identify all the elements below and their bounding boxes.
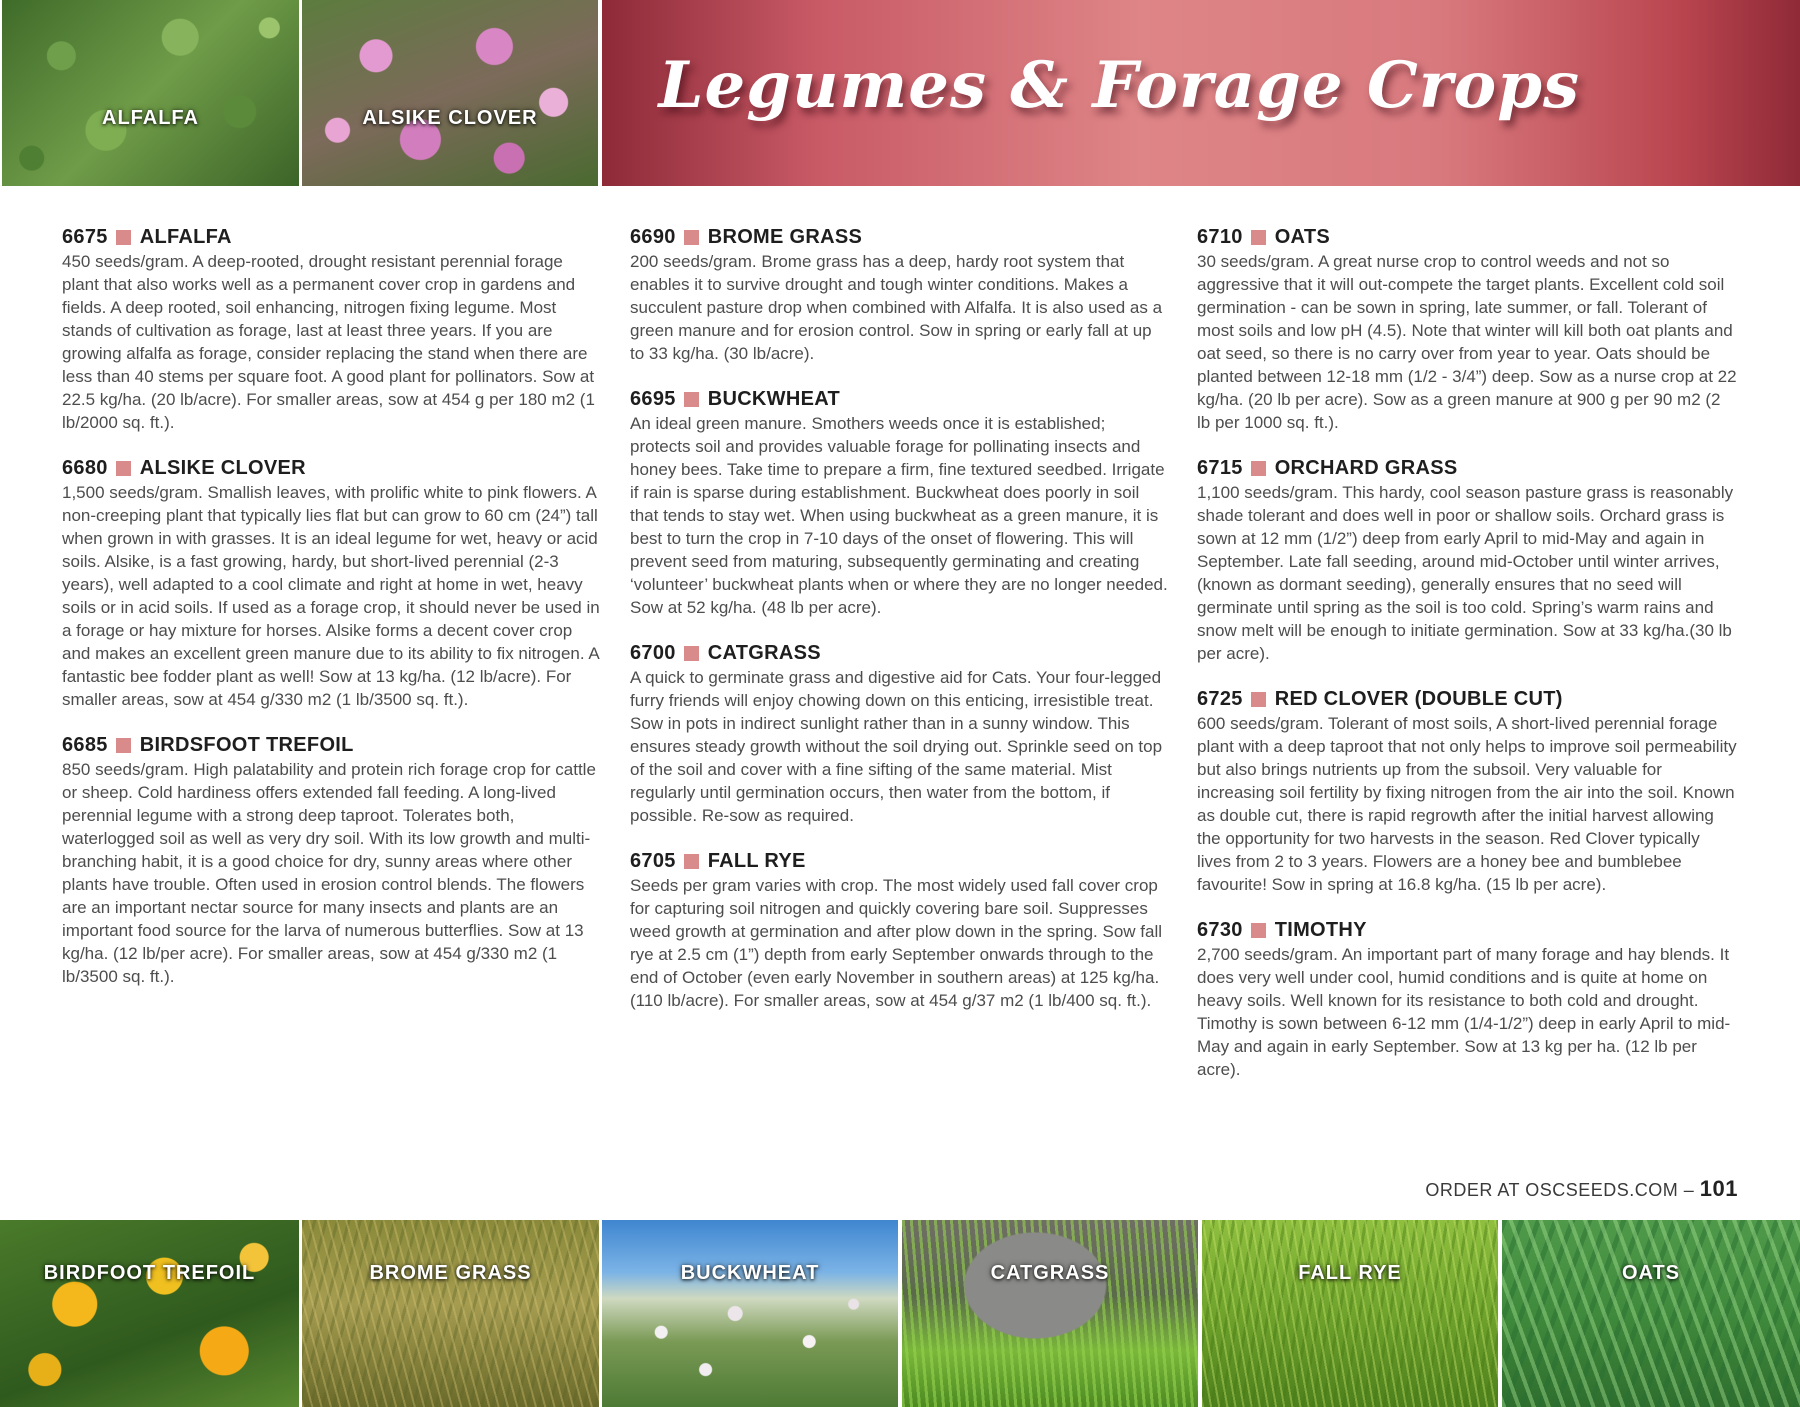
product-description: 600 seeds/gram. Tolerant of most soils, A short-lived perennial forage plant with a deep taproot that not only helps to improve soil permeability but also brings nutrients up from the subsoil. Very valuable for increasing soil fertility by fixing nitrogen from the air into the soil. Known as double cut, there is rapid regrowth after the initial harvest allowing the opportunity for two harvests in the season. Red Clover typically lives from 2 to 3 years. Flowers are a honey bee and bumblebee favourite! Sow in spring at 16.8 kg/ha. (15 lb per acre). bbox=[1197, 714, 1737, 894]
product-heading bbox=[630, 224, 1170, 250]
product-heading bbox=[62, 224, 602, 250]
product-heading bbox=[630, 386, 1170, 412]
order-footer bbox=[1425, 1176, 1738, 1202]
product-description: 30 seeds/gram. A great nurse crop to control weeds and not so aggressive that it will out-compete the target plants. Excellent cold soil germination - can be sown in spring, late summer, or fall. Tolerant of most soils and low pH (4.5). Note that winter will kill both oat plants and oat seed, so there is no carry over from year to year. Oats should be planted between 12-18 mm (1/2 - 3/4”) deep. Sow as a nurse crop at 22 kg/ha. (20 lb per acre). Sow as a green manure at 900 g per 90 m2 (2 lb per 1000 sq. ft.). bbox=[1197, 252, 1737, 432]
product-heading bbox=[1197, 917, 1737, 943]
alfalfa-photo bbox=[2, 0, 299, 186]
product-name: ALSIKE CLOVER bbox=[139, 457, 306, 479]
photo-caption: BIRDFOOT TREFOIL bbox=[43, 1262, 256, 1284]
product-name: OATS bbox=[1274, 226, 1330, 248]
photo-caption: BUCKWHEAT bbox=[680, 1262, 820, 1284]
product-entry-oats bbox=[1197, 224, 1737, 434]
product-name: ALFALFA bbox=[139, 226, 232, 248]
product-description: An ideal green manure. Smothers weeds once it is established; protects soil and provides valuable forage for pollinating insects and honey bees. Take time to prepare a firm, fine textured seedbed. Irrigate if rain is sparse during establishment. Buckwheat does poorly in soil that tends to stay wet. When using buckwheat as a green manure, it is best to turn the crop in 7-10 days of the onset of flowering. This will prevent seed from maturing, subsequently germinating and creating ‘volunteer’ buckwheat plants when or where they are no longer needed. Sow at 52 kg/ha. (48 lb per acre). bbox=[630, 414, 1168, 617]
column-3 bbox=[1197, 224, 1737, 1102]
product-code: 6700 bbox=[630, 642, 676, 664]
product-code: 6675 bbox=[62, 226, 108, 248]
product-description: Seeds per gram varies with crop. The most widely used fall cover crop for capturing soil nitrogen and quickly covering bare soil. Suppresses weed growth at germination and after plow down in the spring. Sow fall rye at 2.5 cm (1”) depth from early September onwards through to the end of October (even early November in southern areas) at 125 kg/ha. (110 lb/acre). For smaller areas, sow at 454 g/37 m2 (1 lb/400 sq. ft.). bbox=[630, 876, 1163, 1010]
bottom-band bbox=[0, 1220, 1800, 1407]
product-entry-fall-rye bbox=[630, 848, 1170, 1012]
product-code: 6695 bbox=[630, 388, 676, 410]
photo-caption: ALSIKE CLOVER bbox=[362, 106, 538, 129]
product-heading bbox=[62, 732, 602, 758]
product-entry-red-clover bbox=[1197, 686, 1737, 896]
photo-caption: CATGRASS bbox=[990, 1262, 1110, 1284]
alsike-clover-photo bbox=[302, 0, 598, 186]
square-bullet-icon bbox=[1251, 923, 1266, 938]
page-number: 101 bbox=[1699, 1176, 1738, 1201]
product-heading bbox=[1197, 224, 1737, 250]
product-code: 6685 bbox=[62, 734, 108, 756]
title-banner bbox=[602, 0, 1800, 186]
square-bullet-icon bbox=[116, 230, 131, 245]
product-heading bbox=[1197, 686, 1737, 712]
product-code: 6705 bbox=[630, 850, 676, 872]
fall-rye-photo bbox=[1202, 1220, 1498, 1407]
product-name: FALL RYE bbox=[707, 850, 806, 872]
product-entry-birdsfoot-trefoil bbox=[62, 732, 602, 988]
product-name: RED CLOVER (DOUBLE CUT) bbox=[1274, 688, 1563, 710]
product-name: ORCHARD GRASS bbox=[1274, 457, 1458, 479]
catgrass-photo bbox=[902, 1220, 1198, 1407]
product-description: A quick to germinate grass and digestive aid for Cats. Your four-legged furry friends will enjoy chowing down on this enticing, irresistible treat. Sow in pots in indirect sunlight rather than in a sunny window. This ensures steady growth without the soil drying out. Sprinkle seed on top of the soil and cover with a fine sifting of the same material. Mist regularly until germination occurs, then water from the bottom, if possible. Re-sow as required. bbox=[630, 668, 1163, 825]
product-description: 850 seeds/gram. High palatability and protein rich forage crop for cattle or sheep. Cold hardiness offers extended fall feeding. A long-lived perennial legume with a strong deep taproot. Tolerates both, waterlogged soil as well as very dry soil. With its low growth and multi-branching habit, it is a good choice for dry, sunny areas where other plants have trouble. Often used in erosion control blends. The flowers are an important nectar source for many insects and plants are an important food source for the larva of numerous butterflies. Sow at 13 kg/ha. (12 lb/per acre). For smaller areas, sow at 454 g/330 m2 (1 lb/3500 sq. ft.). bbox=[62, 760, 596, 986]
square-bullet-icon bbox=[684, 392, 699, 407]
product-description: 1,500 seeds/gram. Smallish leaves, with prolific white to pink flowers. A non-creeping plant that typically lies flat but can grow to 60 cm (24”) tall when grown in with grasses. It is an ideal legume for wet, heavy or acid soils. Alsike, is a fast growing, hardy, but short-lived perennial (2-3 years), well adapted to a cool climate and right at home in wet, heavy soils or in acid soils. If used as a forage crop, it should never be used in a forage or hay mixture for horses. Alsike forms a decent cover crop and makes an excellent green manure due to its ability to fix nitrogen. A fantastic bee fodder plant as well! Sow at 13 kg/ha. (12 lb/acre). For smaller areas, sow at 454 g/330 m2 (1 lb/3500 sq. ft.). bbox=[62, 483, 600, 709]
product-heading bbox=[1197, 455, 1737, 481]
product-code: 6715 bbox=[1197, 457, 1243, 479]
product-heading bbox=[630, 640, 1170, 666]
product-name: BROME GRASS bbox=[707, 226, 863, 248]
product-code: 6725 bbox=[1197, 688, 1243, 710]
column-1 bbox=[62, 224, 602, 1009]
product-name: BIRDSFOOT TREFOIL bbox=[139, 734, 354, 756]
photo-caption: ALFALFA bbox=[102, 106, 199, 129]
photo-caption: FALL RYE bbox=[1298, 1262, 1402, 1284]
square-bullet-icon bbox=[1251, 461, 1266, 476]
product-code: 6690 bbox=[630, 226, 676, 248]
photo-caption: BROME GRASS bbox=[369, 1262, 532, 1284]
product-description: 2,700 seeds/gram. An important part of many forage and hay blends. It does very well under cool, humid conditions and is quite at home on heavy soils. Well known for its resistance to both cold and drought. Timothy is sown between 6-12 mm (1/4-1/2”) deep in early April to mid-May and again in early September. Sow at 13 kg per ha. (12 lb per acre). bbox=[1197, 945, 1731, 1079]
square-bullet-icon bbox=[1251, 692, 1266, 707]
product-entry-brome-grass bbox=[630, 224, 1170, 365]
product-heading bbox=[62, 455, 602, 481]
product-entry-catgrass bbox=[630, 640, 1170, 827]
square-bullet-icon bbox=[1251, 230, 1266, 245]
square-bullet-icon bbox=[684, 646, 699, 661]
product-entry-alfalfa bbox=[62, 224, 602, 434]
product-description: 1,100 seeds/gram. This hardy, cool season pasture grass is reasonably shade tolerant and does well in poor or shallow soils. Orchard grass is sown at 12 mm (1/2”) deep from early April to mid-May and again in September. Late fall seeding, around mid-October until winter arrives, (known as dormant seeding), generally ensures that no seed will germinate until spring as the soil is too cold. Spring’s warm rains and snow melt will be enough to initiate germination. Sow at 33 kg/ha.(30 lb per acre). bbox=[1197, 483, 1734, 663]
product-entry-alsike-clover bbox=[62, 455, 602, 711]
square-bullet-icon bbox=[116, 461, 131, 476]
square-bullet-icon bbox=[684, 854, 699, 869]
square-bullet-icon bbox=[116, 738, 131, 753]
product-entry-buckwheat bbox=[630, 386, 1170, 619]
product-code: 6730 bbox=[1197, 919, 1243, 941]
product-code: 6710 bbox=[1197, 226, 1243, 248]
top-band bbox=[0, 0, 1800, 186]
product-entry-orchard-grass bbox=[1197, 455, 1737, 665]
order-text: ORDER AT OSCSEEDS.COM – bbox=[1425, 1180, 1695, 1200]
product-description: 200 seeds/gram. Brome grass has a deep, hardy root system that enables it to survive drought and tough winter conditions. Makes a succulent pasture drop when combined with Alfalfa. It is also used as a green manure and for erosion control. Sow in spring or early fall at up to 33 kg/ha. (30 lb/acre). bbox=[630, 252, 1163, 363]
product-code: 6680 bbox=[62, 457, 108, 479]
buckwheat-photo bbox=[602, 1220, 898, 1407]
product-name: BUCKWHEAT bbox=[707, 388, 841, 410]
product-description: 450 seeds/gram. A deep-rooted, drought resistant perennial forage plant that also works well as a permanent cover crop in gardens and fields. A deep rooted, soil enhancing, nitrogen fixing legume. Most stands of cultivation as forage, last at least three years. If you are growing alfalfa as forage, consider replacing the stand when there are less than 40 stems per square foot. A good plant for pollinators. Sow at 22.5 kg/ha. (20 lb/acre). For smaller areas, sow at 454 g per 180 m2 (1 lb/2000 sq. ft.). bbox=[62, 252, 595, 432]
product-entry-timothy bbox=[1197, 917, 1737, 1081]
square-bullet-icon bbox=[684, 230, 699, 245]
birdfoot-trefoil-photo bbox=[0, 1220, 299, 1407]
page-title: Legumes & Forage Crops bbox=[658, 47, 1580, 123]
product-name: CATGRASS bbox=[707, 642, 821, 664]
column-2 bbox=[630, 224, 1170, 1033]
product-name: TIMOTHY bbox=[1274, 919, 1367, 941]
product-heading bbox=[630, 848, 1170, 874]
brome-grass-photo bbox=[302, 1220, 599, 1407]
photo-caption: OATS bbox=[1621, 1262, 1681, 1284]
oats-photo bbox=[1502, 1220, 1800, 1407]
